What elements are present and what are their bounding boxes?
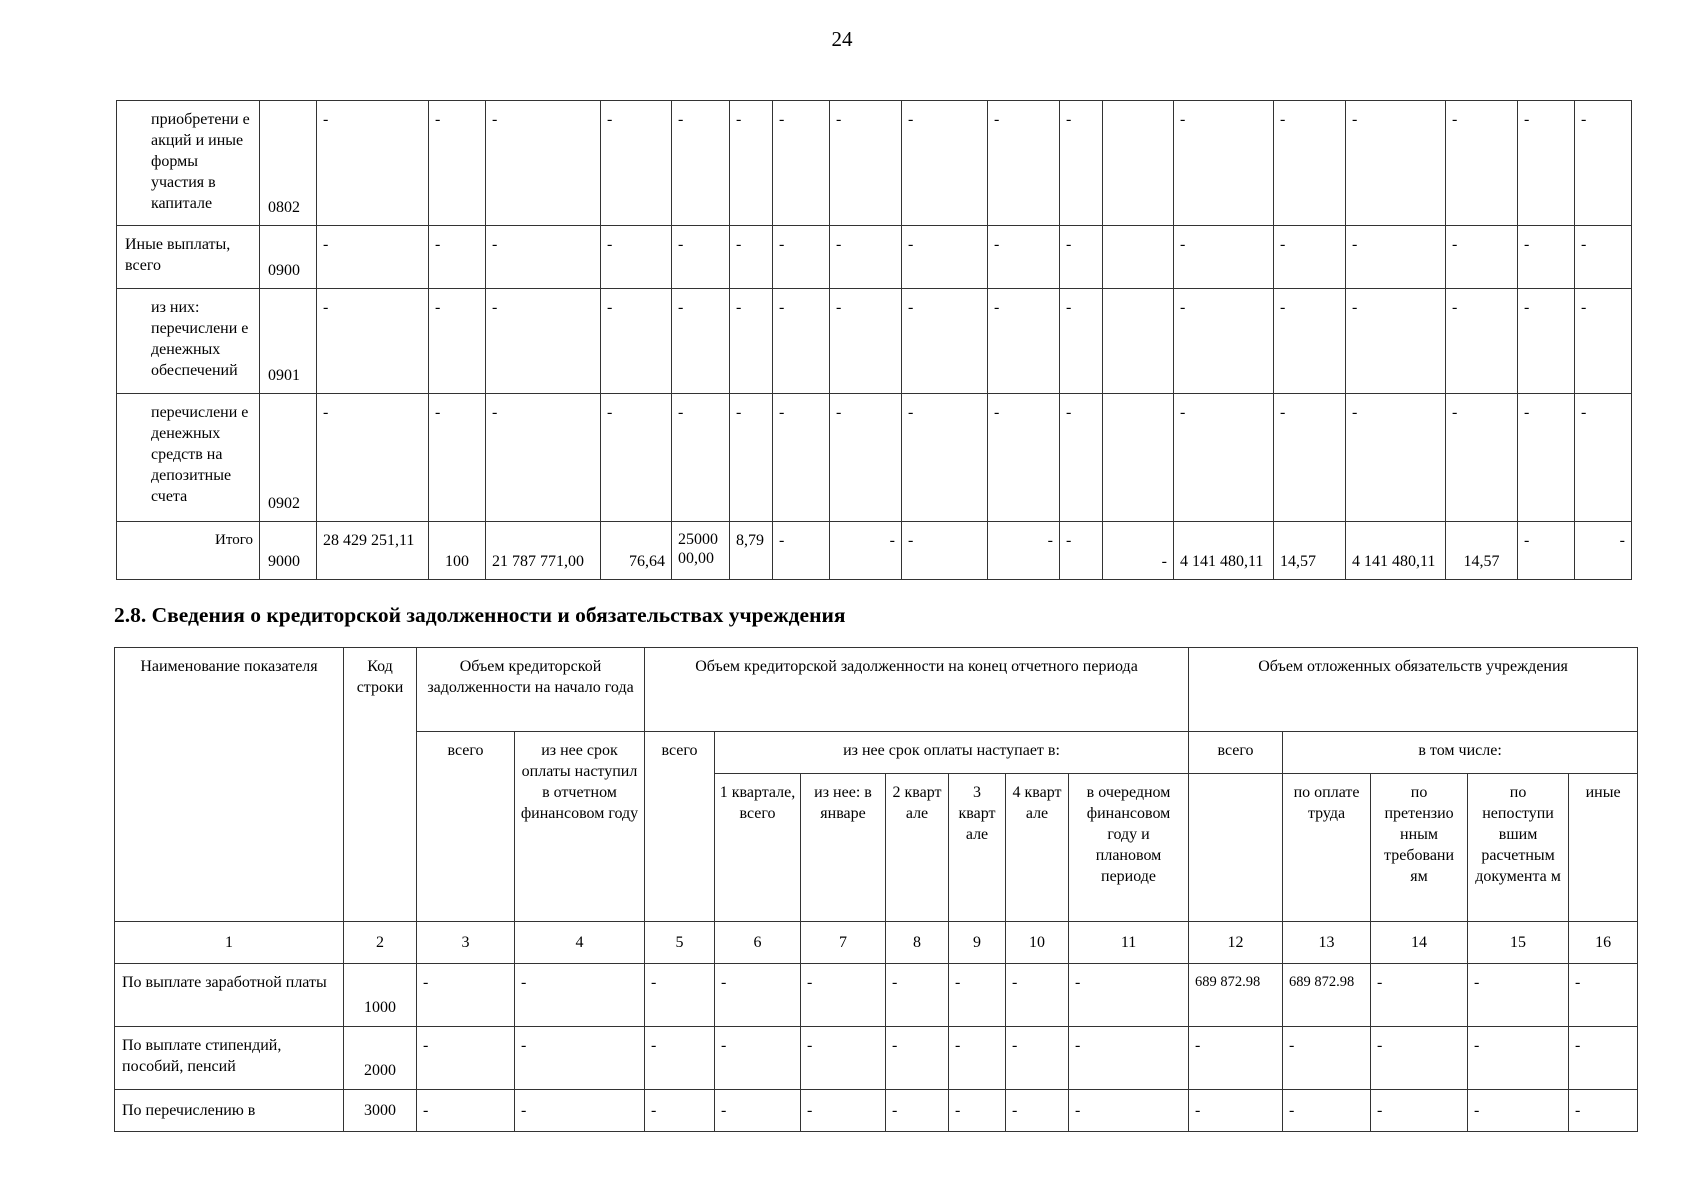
table-cell: - [515,964,645,1027]
total-cell: 28 429 251,11 [317,522,429,580]
col-number: 7 [801,922,886,964]
col-number: 4 [515,922,645,964]
total-cell: 14,57 [1446,522,1518,580]
table-cell: - [1274,394,1346,522]
row-code: 1000 [344,964,417,1027]
header-q4: 4 кварт але [1006,774,1069,922]
table-cell: - [773,289,830,394]
table-cell: - [902,394,988,522]
table-cell: - [317,289,429,394]
table-cell: - [773,394,830,522]
total-cell: - [1518,522,1575,580]
row-name: По выплате заработной платы [115,964,344,1027]
table-cell: - [515,1027,645,1090]
table-row [115,1090,1638,1132]
col-number: 8 [886,922,949,964]
table-cell: - [672,289,730,394]
table-cell: - [1468,1027,1569,1090]
table-cell: - [417,1090,515,1132]
total-cell: - [1060,522,1103,580]
header-q1: 1 квартале, всего [715,774,801,922]
col-number: 11 [1069,922,1189,964]
table-cell: - [1569,1090,1638,1132]
total-cell: - [902,522,988,580]
header-labor: по оплате труда [1283,774,1371,922]
header-deferred-blank [1189,774,1283,922]
table-cell: - [486,101,601,226]
table-cell: - [1575,289,1632,394]
header-line-code: Код строки [344,648,417,922]
total-cell: 25000 00,00 [672,522,730,580]
total-cell: 76,64 [601,522,672,580]
total-cell: 100 [429,522,486,580]
header-due-in: из нее срок оплаты наступает в: [715,732,1189,774]
table-cell: - [1283,1090,1371,1132]
header-claims: по претензио нным требовани ям [1371,774,1468,922]
total-label: Итого [117,522,260,580]
header-including: в том числе: [1283,732,1638,774]
header-other: иные [1569,774,1638,922]
header-january: из нее: в январе [801,774,886,922]
table-cell: - [1575,226,1632,289]
table-cell: - [1446,226,1518,289]
total-cell: 14,57 [1274,522,1346,580]
table-row [117,101,1632,226]
table-cell: - [1468,964,1569,1027]
table-row [117,289,1632,394]
table-cell: - [801,1090,886,1132]
header-docs: по непоступи вшим расчетным документа м [1468,774,1569,922]
header-q3: 3 кварт але [949,774,1006,922]
table-cell: - [715,964,801,1027]
table-cell: - [1069,964,1189,1027]
table-cell: - [773,101,830,226]
table-row [115,1027,1638,1090]
table-cell: - [988,289,1060,394]
table-cell: - [773,226,830,289]
table-cell: - [988,101,1060,226]
table-cell: - [1518,101,1575,226]
table-cell: - [1346,289,1446,394]
table-cell: - [715,1090,801,1132]
table-cell: - [1569,964,1638,1027]
table-cell: - [886,964,949,1027]
header-deferred: Объем отложенных обязательств учреждения [1189,648,1638,732]
table-cell: - [1274,101,1346,226]
total-cell: - [830,522,902,580]
page-number: 24 [831,27,853,51]
payments-table-continued [116,100,1632,580]
row-name: Иные выплаты, всего [117,226,260,289]
col-number: 10 [1006,922,1069,964]
table-cell: - [949,1090,1006,1132]
row-code: 0901 [260,289,317,394]
table-cell: - [1346,101,1446,226]
table-cell: - [1371,1027,1468,1090]
creditor-debt-table [114,647,1638,1132]
table-cell: - [730,289,773,394]
table-cell: - [1006,964,1069,1027]
table-cell: - [1575,101,1632,226]
table-cell: - [429,226,486,289]
col-number: 12 [1189,922,1283,964]
row-code: 0902 [260,394,317,522]
header-end-volume: Объем кредиторской задолженности на конец отчетного периода [645,648,1189,732]
table-cell: - [317,226,429,289]
total-row [117,522,1632,580]
table-cell: - [672,394,730,522]
total-cell: - [773,522,830,580]
table-cell [1103,226,1174,289]
table-cell: - [601,289,672,394]
table-cell: - [1575,394,1632,522]
row-name: перечислени е денежных средств на депозитные счета [117,394,260,522]
table-cell: - [601,226,672,289]
header-row-1 [115,648,1638,732]
table-row [117,394,1632,522]
table-cell: - [672,226,730,289]
total-cell: 21 787 771,00 [486,522,601,580]
table-cell: - [1446,289,1518,394]
header-deferred-total: всего [1189,732,1283,774]
debt-table-body [115,648,1638,1132]
table-cell: - [1371,964,1468,1027]
total-cell: - [988,522,1060,580]
table-cell: - [902,226,988,289]
table-cell: - [486,289,601,394]
table-cell: - [830,101,902,226]
row-name: По перечислению в [115,1090,344,1132]
table-cell: - [949,1027,1006,1090]
table-cell: - [601,394,672,522]
section-heading: 2.8. Сведения о кредиторской задолженности и обязательствах учреждения [114,603,846,627]
table-cell: - [988,226,1060,289]
table-cell: - [886,1027,949,1090]
table-row [115,964,1638,1027]
table-cell: - [1174,101,1274,226]
total-cell: - [1103,522,1174,580]
table-cell: - [1189,1027,1283,1090]
table-cell: - [1174,289,1274,394]
header-next-year: в очередном финансовом году и плановом периоде [1069,774,1189,922]
table-cell: - [1274,226,1346,289]
table-cell: - [1060,226,1103,289]
table-cell: - [730,101,773,226]
header-indicator-name: Наименование показателя [115,648,344,922]
table-cell: - [830,289,902,394]
table-cell: - [1006,1090,1069,1132]
table-cell: - [1189,1090,1283,1132]
table-cell: - [830,226,902,289]
table-cell [1103,289,1174,394]
col-number: 14 [1371,922,1468,964]
table-cell: - [486,226,601,289]
table-cell: - [1468,1090,1569,1132]
header-start-volume: Объем кредиторской задолженности на начало года [417,648,645,732]
col-number: 16 [1569,922,1638,964]
table-cell: - [429,101,486,226]
table-cell: - [730,394,773,522]
row-name: По выплате стипендий, пособий, пенсий [115,1027,344,1090]
table-cell: - [417,1027,515,1090]
table-cell: - [1060,394,1103,522]
table-cell: - [1060,101,1103,226]
col-number: 15 [1468,922,1569,964]
table-cell: - [1174,394,1274,522]
header-end-total: всего [645,732,715,922]
table-cell: - [429,289,486,394]
row-name: из них: перечислени е денежных обеспечений [117,289,260,394]
table-cell: - [988,394,1060,522]
table-cell [1103,101,1174,226]
table-cell: - [1174,226,1274,289]
total-code: 9000 [260,522,317,580]
header-overdue: из нее срок оплаты наступил в отчетном финансовом году [515,732,645,922]
table-cell: - [515,1090,645,1132]
col-number: 3 [417,922,515,964]
table-cell: - [317,394,429,522]
payments-body [117,101,1632,580]
table-cell: - [1006,1027,1069,1090]
row-code: 2000 [344,1027,417,1090]
header-start-total: всего [417,732,515,922]
total-cell: 8,79 [730,522,773,580]
table-cell: - [902,289,988,394]
table-cell: - [902,101,988,226]
table-cell: - [1060,289,1103,394]
table-cell: - [1069,1090,1189,1132]
row-code: 3000 [344,1090,417,1132]
table-cell: 689 872.98 [1189,964,1283,1027]
total-cell: 4 141 480,11 [1346,522,1446,580]
col-number: 5 [645,922,715,964]
table-cell: - [1518,394,1575,522]
table-cell: - [417,964,515,1027]
table-cell: - [486,394,601,522]
col-number: 1 [115,922,344,964]
table-cell: - [1346,394,1446,522]
total-cell: 4 141 480,11 [1174,522,1274,580]
table-cell: - [317,101,429,226]
header-q2: 2 кварт але [886,774,949,922]
table-cell: - [1283,1027,1371,1090]
table-cell: - [1569,1027,1638,1090]
col-number: 2 [344,922,417,964]
table-cell: - [1346,226,1446,289]
column-numbers-row [115,922,1638,964]
table-cell: - [1371,1090,1468,1132]
table-cell: - [1518,289,1575,394]
table-cell: - [1069,1027,1189,1090]
table-cell: - [645,964,715,1027]
row-name: приобретени е акций и иные формы участия в капитале [117,101,260,226]
table-cell: - [601,101,672,226]
col-number: 9 [949,922,1006,964]
table-cell: - [1518,226,1575,289]
table-cell: - [886,1090,949,1132]
table-cell: - [1274,289,1346,394]
row-code: 0900 [260,226,317,289]
col-number: 13 [1283,922,1371,964]
table-cell: - [1446,394,1518,522]
table-cell: - [730,226,773,289]
table-cell: - [949,964,1006,1027]
row-code: 0802 [260,101,317,226]
table-cell: - [801,1027,886,1090]
table-cell: - [429,394,486,522]
table-cell: 689 872.98 [1283,964,1371,1027]
col-number: 6 [715,922,801,964]
table-cell: - [672,101,730,226]
table-cell: - [645,1090,715,1132]
table-cell [1103,394,1174,522]
table-cell: - [830,394,902,522]
table-row [117,226,1632,289]
table-cell: - [645,1027,715,1090]
table-cell: - [801,964,886,1027]
table-cell: - [715,1027,801,1090]
table-cell: - [1446,101,1518,226]
total-cell: - [1575,522,1632,580]
